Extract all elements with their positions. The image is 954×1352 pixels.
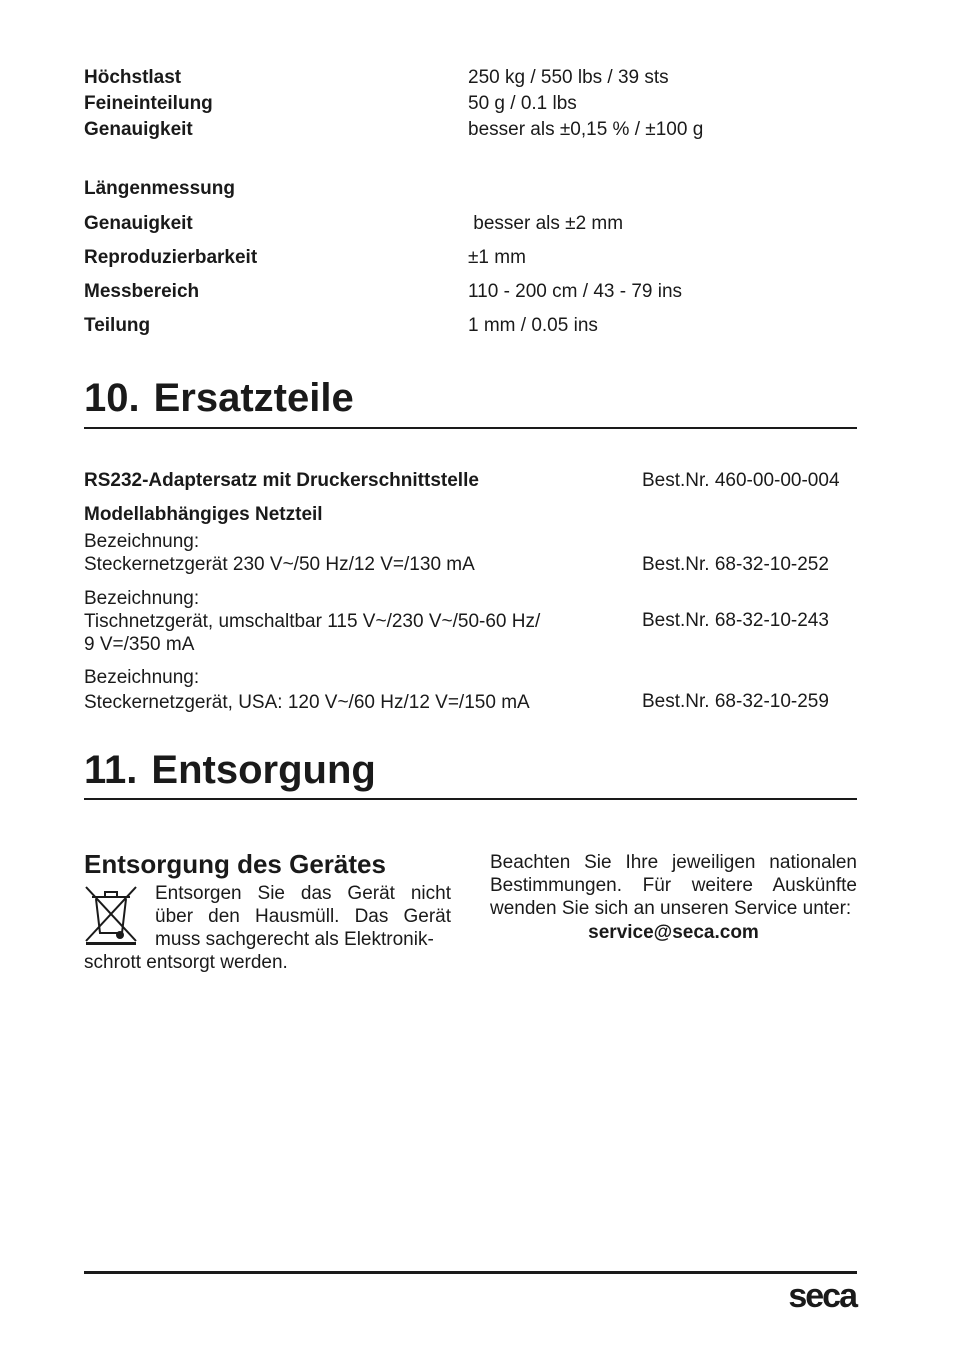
section-11-number: 11. xyxy=(84,748,138,792)
part-item-2-desc-cont: 9 V=/350 mA xyxy=(84,634,195,655)
spec-value-reproducibility: ±1 mm xyxy=(468,247,526,268)
part-item-1-desc: Steckernetzgerät 230 V~/50 Hz/12 V=/130 mA xyxy=(84,554,475,575)
section-10-heading xyxy=(84,375,354,421)
spec-value-max-load: 250 kg / 550 lbs / 39 sts xyxy=(468,67,669,88)
part-item-3-order: Best.Nr. 68-32-10-259 xyxy=(642,691,829,712)
section-10-rule xyxy=(84,427,857,429)
part-item-2-desc: Tischnetzgerät, umschaltbar 115 V~/230 V~/50-60 Hz/ xyxy=(84,611,541,632)
spec-value-graduation: 50 g / 0.1 lbs xyxy=(468,93,577,114)
spec-label-max-load: Höchstlast xyxy=(84,67,182,88)
part-item-2 xyxy=(84,587,614,656)
rs232-title: RS232-Adaptersatz mit Druckerschnittstelle xyxy=(84,470,479,491)
spec-value-division: 1 mm / 0.05 ins xyxy=(468,315,598,336)
rs232-order-number: Best.Nr. 460-00-00-004 xyxy=(642,470,840,491)
section-11-rule xyxy=(84,798,857,800)
seca-logo: seca xyxy=(788,1277,856,1315)
section-11-title: Entsorgung xyxy=(151,748,376,792)
spec-value-accuracy: besser als ±0,15 % / ±100 g xyxy=(468,119,704,140)
part-item-3 xyxy=(84,666,604,714)
part-item-2-order: Best.Nr. 68-32-10-243 xyxy=(642,610,829,631)
service-email: service@seca.com xyxy=(588,922,759,943)
disposal-text: Entsorgen Sie das Gerät nicht über den Hausmüll. Das Gerät muss sachgerecht als Elektronik- xyxy=(155,883,451,950)
power-supply-title: Modellabhängiges Netzteil xyxy=(84,504,323,525)
section-11-heading xyxy=(84,747,376,793)
spec-label-graduation: Feineinteilung xyxy=(84,93,213,114)
section-10-title: Ersatzteile xyxy=(153,376,354,420)
spec-label-length-accuracy: Genauigkeit xyxy=(84,213,193,234)
spec-label-range: Messbereich xyxy=(84,281,200,302)
part-item-1-order: Best.Nr. 68-32-10-252 xyxy=(642,554,829,575)
spec-value-range: 110 - 200 cm / 43 - 79 ins xyxy=(468,281,683,302)
disposal-subtitle: Entsorgung des Gerätes xyxy=(84,849,386,879)
disposal-text-continued: schrott entsorgt werden. xyxy=(84,952,288,973)
spec-value-length-accuracy: besser als ±2 mm xyxy=(468,213,624,234)
part-item-3-desc: Steckernetzgerät, USA: 120 V~/60 Hz/12 V=/150 mA xyxy=(84,692,530,713)
length-heading: Längenmessung xyxy=(84,178,235,199)
regulations-text: Beachten Sie Ihre jeweiligen nationalen Bestimmungen. Für weitere Auskünfte wenden Sie sich an unseren Service unter: xyxy=(490,852,857,919)
crossed-out-wheelie-bin-icon xyxy=(84,885,138,945)
part-item-1 xyxy=(84,530,604,576)
part-item-1-label: Bezeichnung: xyxy=(84,531,200,552)
footer-rule xyxy=(84,1271,857,1274)
part-item-2-label: Bezeichnung: xyxy=(84,588,200,609)
spec-label-accuracy: Genauigkeit xyxy=(84,119,193,140)
spec-label-reproducibility: Reproduzierbarkeit xyxy=(84,247,258,268)
section-10-number: 10. xyxy=(84,376,140,420)
spec-label-division: Teilung xyxy=(84,315,151,336)
part-item-3-label: Bezeichnung: xyxy=(84,667,200,688)
